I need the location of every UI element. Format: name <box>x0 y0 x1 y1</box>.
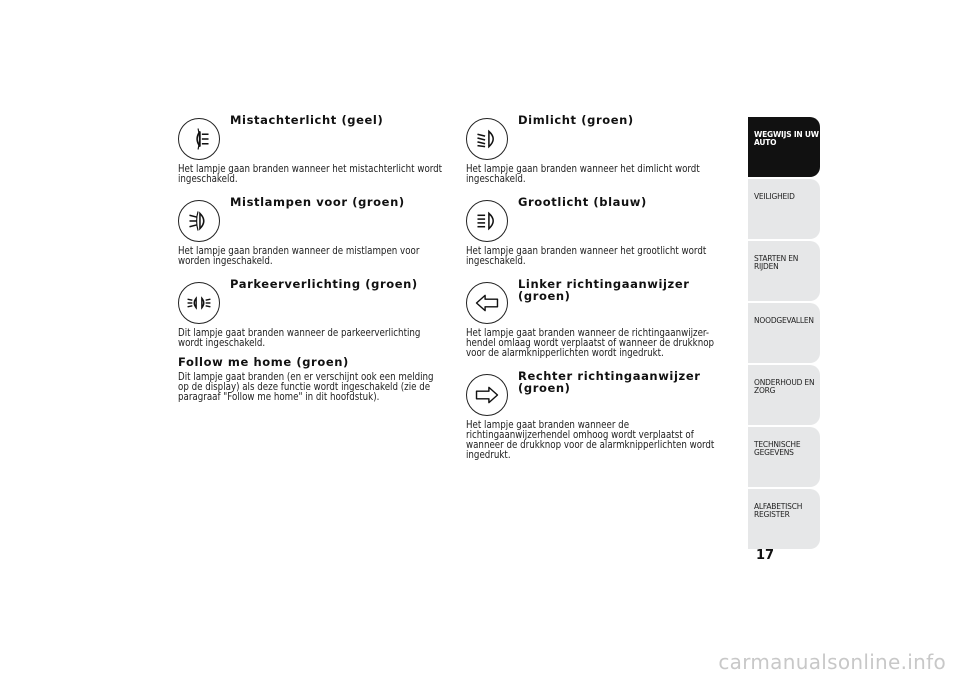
tab-wegwijs-in-uw-auto[interactable]: WEGWIJS IN UW AUTO <box>748 117 820 177</box>
entry-title: Grootlicht (blauw) <box>518 195 647 209</box>
tab-starten-en-rijden[interactable]: STARTEN EN RIJDEN <box>748 241 820 301</box>
low-beam-icon <box>466 118 508 160</box>
entry-follow-me-home <box>178 356 448 402</box>
entry-text: Het lampje gaan branden wanneer het mistachterlicht wordt ingeschakeld. <box>178 163 443 185</box>
tab-alfabetisch-register[interactable]: ALFABETISCH REGISTER <box>748 489 820 549</box>
tab-noodgevallen[interactable]: NOODGEVALLEN <box>748 303 820 363</box>
front-fog-light-icon <box>178 200 220 242</box>
entry-left-turn-signal <box>466 274 736 358</box>
chapter-tabs <box>748 117 820 551</box>
entry-text: Dit lampje gaat branden (en er verschijnt ook een melding op de display) als deze functie wordt ingeschakeld (zie de paragraaf "Follow me home" in dit hoofdstuk). <box>178 371 434 403</box>
entry-head <box>178 192 448 232</box>
tab-veiligheid[interactable]: VEILIGHEID <box>748 179 820 239</box>
entry-text: Het lampje gaat branden wanneer de richtingaanwijzerhendel omhoog wordt verplaatst of wanneer de drukknop voor de alarmknipperlichten wordt ingedrukt. <box>466 419 715 461</box>
entry-title: Mistlampen voor (groen) <box>230 195 405 209</box>
watermark: carmanualsonline.info <box>718 650 946 674</box>
left-turn-signal-icon <box>466 282 508 324</box>
entry-head <box>466 366 736 406</box>
entry-front-fog-light <box>178 192 448 266</box>
entry-title: Mistachterlicht (geel) <box>230 113 384 127</box>
entry-head <box>466 192 736 232</box>
parking-light-icon <box>178 282 220 324</box>
entry-high-beam <box>466 192 736 266</box>
entry-head <box>466 274 736 314</box>
entry-head <box>466 110 736 150</box>
entry-text: Het lampje gaan branden wanneer het dimlicht wordt ingeschakeld. <box>466 163 700 185</box>
entry-text: Het lampje gaan branden wanneer het grootlicht wordt ingeschakeld. <box>466 245 707 267</box>
entry-title: Parkeerverlichting (groen) <box>230 277 418 291</box>
right-turn-signal-icon <box>466 374 508 416</box>
tab-technische-gegevens[interactable]: TECHNISCHE GEGEVENS <box>748 427 820 487</box>
entry-head <box>178 274 448 314</box>
right-column <box>466 110 736 460</box>
entry-text: Het lampje gaan branden wanneer de mistlampen voor worden ingeschakeld. <box>178 245 420 267</box>
entry-text: Het lampje gaat branden wanneer de richtingaanwijzer-hendel omlaag wordt verplaatst of wanneer de drukknop voor de alarmknipperlichten wordt ingedrukt. <box>466 327 715 359</box>
rear-fog-light-icon <box>178 118 220 160</box>
entry-text: Dit lampje gaat branden wanneer de parkeerverlichting wordt ingeschakeld. <box>178 327 421 349</box>
entry-right-turn-signal <box>466 366 736 460</box>
high-beam-icon <box>466 200 508 242</box>
entry-parking-light <box>178 274 448 348</box>
entry-low-beam <box>466 110 736 184</box>
entry-title: Rechter richtingaanwijzer (groen) <box>518 369 701 395</box>
entry-rear-fog-light <box>178 110 448 184</box>
tab-onderhoud-en-zorg[interactable]: ONDERHOUD EN ZORG <box>748 365 820 425</box>
entry-head <box>178 110 448 150</box>
entry-title: Follow me home (groen) <box>178 355 349 369</box>
page-number: 17 <box>756 548 775 563</box>
left-column <box>178 110 448 402</box>
entry-title: Linker richtingaanwijzer (groen) <box>518 277 690 303</box>
entry-title: Dimlicht (groen) <box>518 113 634 127</box>
